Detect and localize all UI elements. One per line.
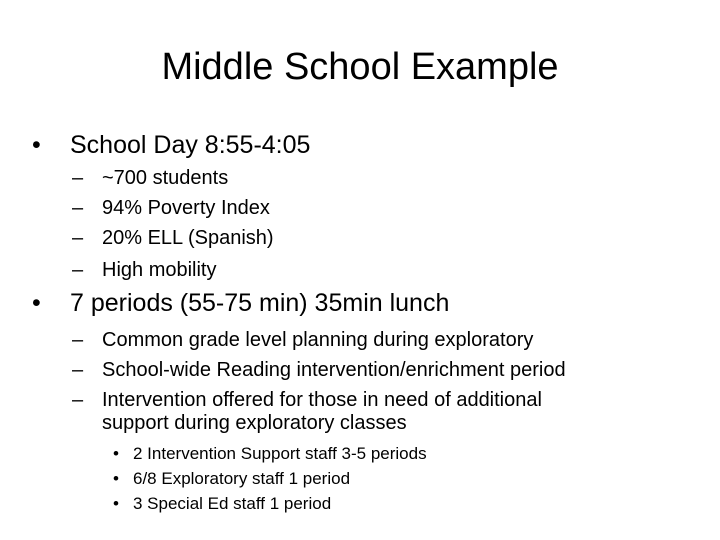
dash-icon: – <box>72 167 84 189</box>
sub-bullet-text: Intervention offered for those in need of additional <box>102 389 542 411</box>
bullet-icon: • <box>113 469 119 488</box>
bullet-text: School Day 8:55-4:05 <box>70 131 311 159</box>
dash-icon: – <box>72 227 84 249</box>
bullet-icon: • <box>113 444 119 463</box>
sub-bullet-text: High mobility <box>102 259 217 281</box>
sub-bullet-continuation <box>102 408 407 438</box>
bullet-icon: • <box>32 289 41 317</box>
sub-bullet <box>72 355 566 385</box>
sub-bullet <box>72 193 270 223</box>
bullet-icon: • <box>113 494 119 513</box>
bullet-icon: • <box>32 131 41 159</box>
sub-bullet <box>72 223 274 253</box>
sub-bullet <box>72 325 534 355</box>
bullet-text: 7 periods (55-75 min) 35min lunch <box>70 289 450 317</box>
sub-bullet-text: support during exploratory classes <box>102 412 407 434</box>
bullet-periods <box>32 288 450 318</box>
dash-icon: – <box>72 259 84 281</box>
bullet-school-day <box>32 130 311 160</box>
sub-sub-bullet <box>113 467 351 491</box>
sub-sub-bullet-text: 2 Intervention Support staff 3-5 periods <box>133 444 427 463</box>
sub-bullet <box>72 163 229 193</box>
slide-title: Middle School Example <box>161 46 559 88</box>
sub-sub-bullet <box>113 492 332 516</box>
dash-icon: – <box>72 359 84 381</box>
sub-bullet-text: ~700 students <box>102 167 229 189</box>
dash-icon: – <box>72 389 84 411</box>
sub-sub-bullet <box>113 442 427 466</box>
sub-bullet-text: School-wide Reading intervention/enrichment period <box>102 359 566 381</box>
dash-icon: – <box>72 197 84 219</box>
dash-icon: – <box>72 329 84 351</box>
sub-bullet-text: 20% ELL (Spanish) <box>102 227 274 249</box>
sub-sub-bullet-text: 6/8 Exploratory staff 1 period <box>133 469 351 488</box>
sub-sub-bullet-text: 3 Special Ed staff 1 period <box>133 494 332 513</box>
sub-bullet <box>72 255 217 285</box>
sub-bullet-text: 94% Poverty Index <box>102 197 270 219</box>
sub-bullet-text: Common grade level planning during exploratory <box>102 329 534 351</box>
